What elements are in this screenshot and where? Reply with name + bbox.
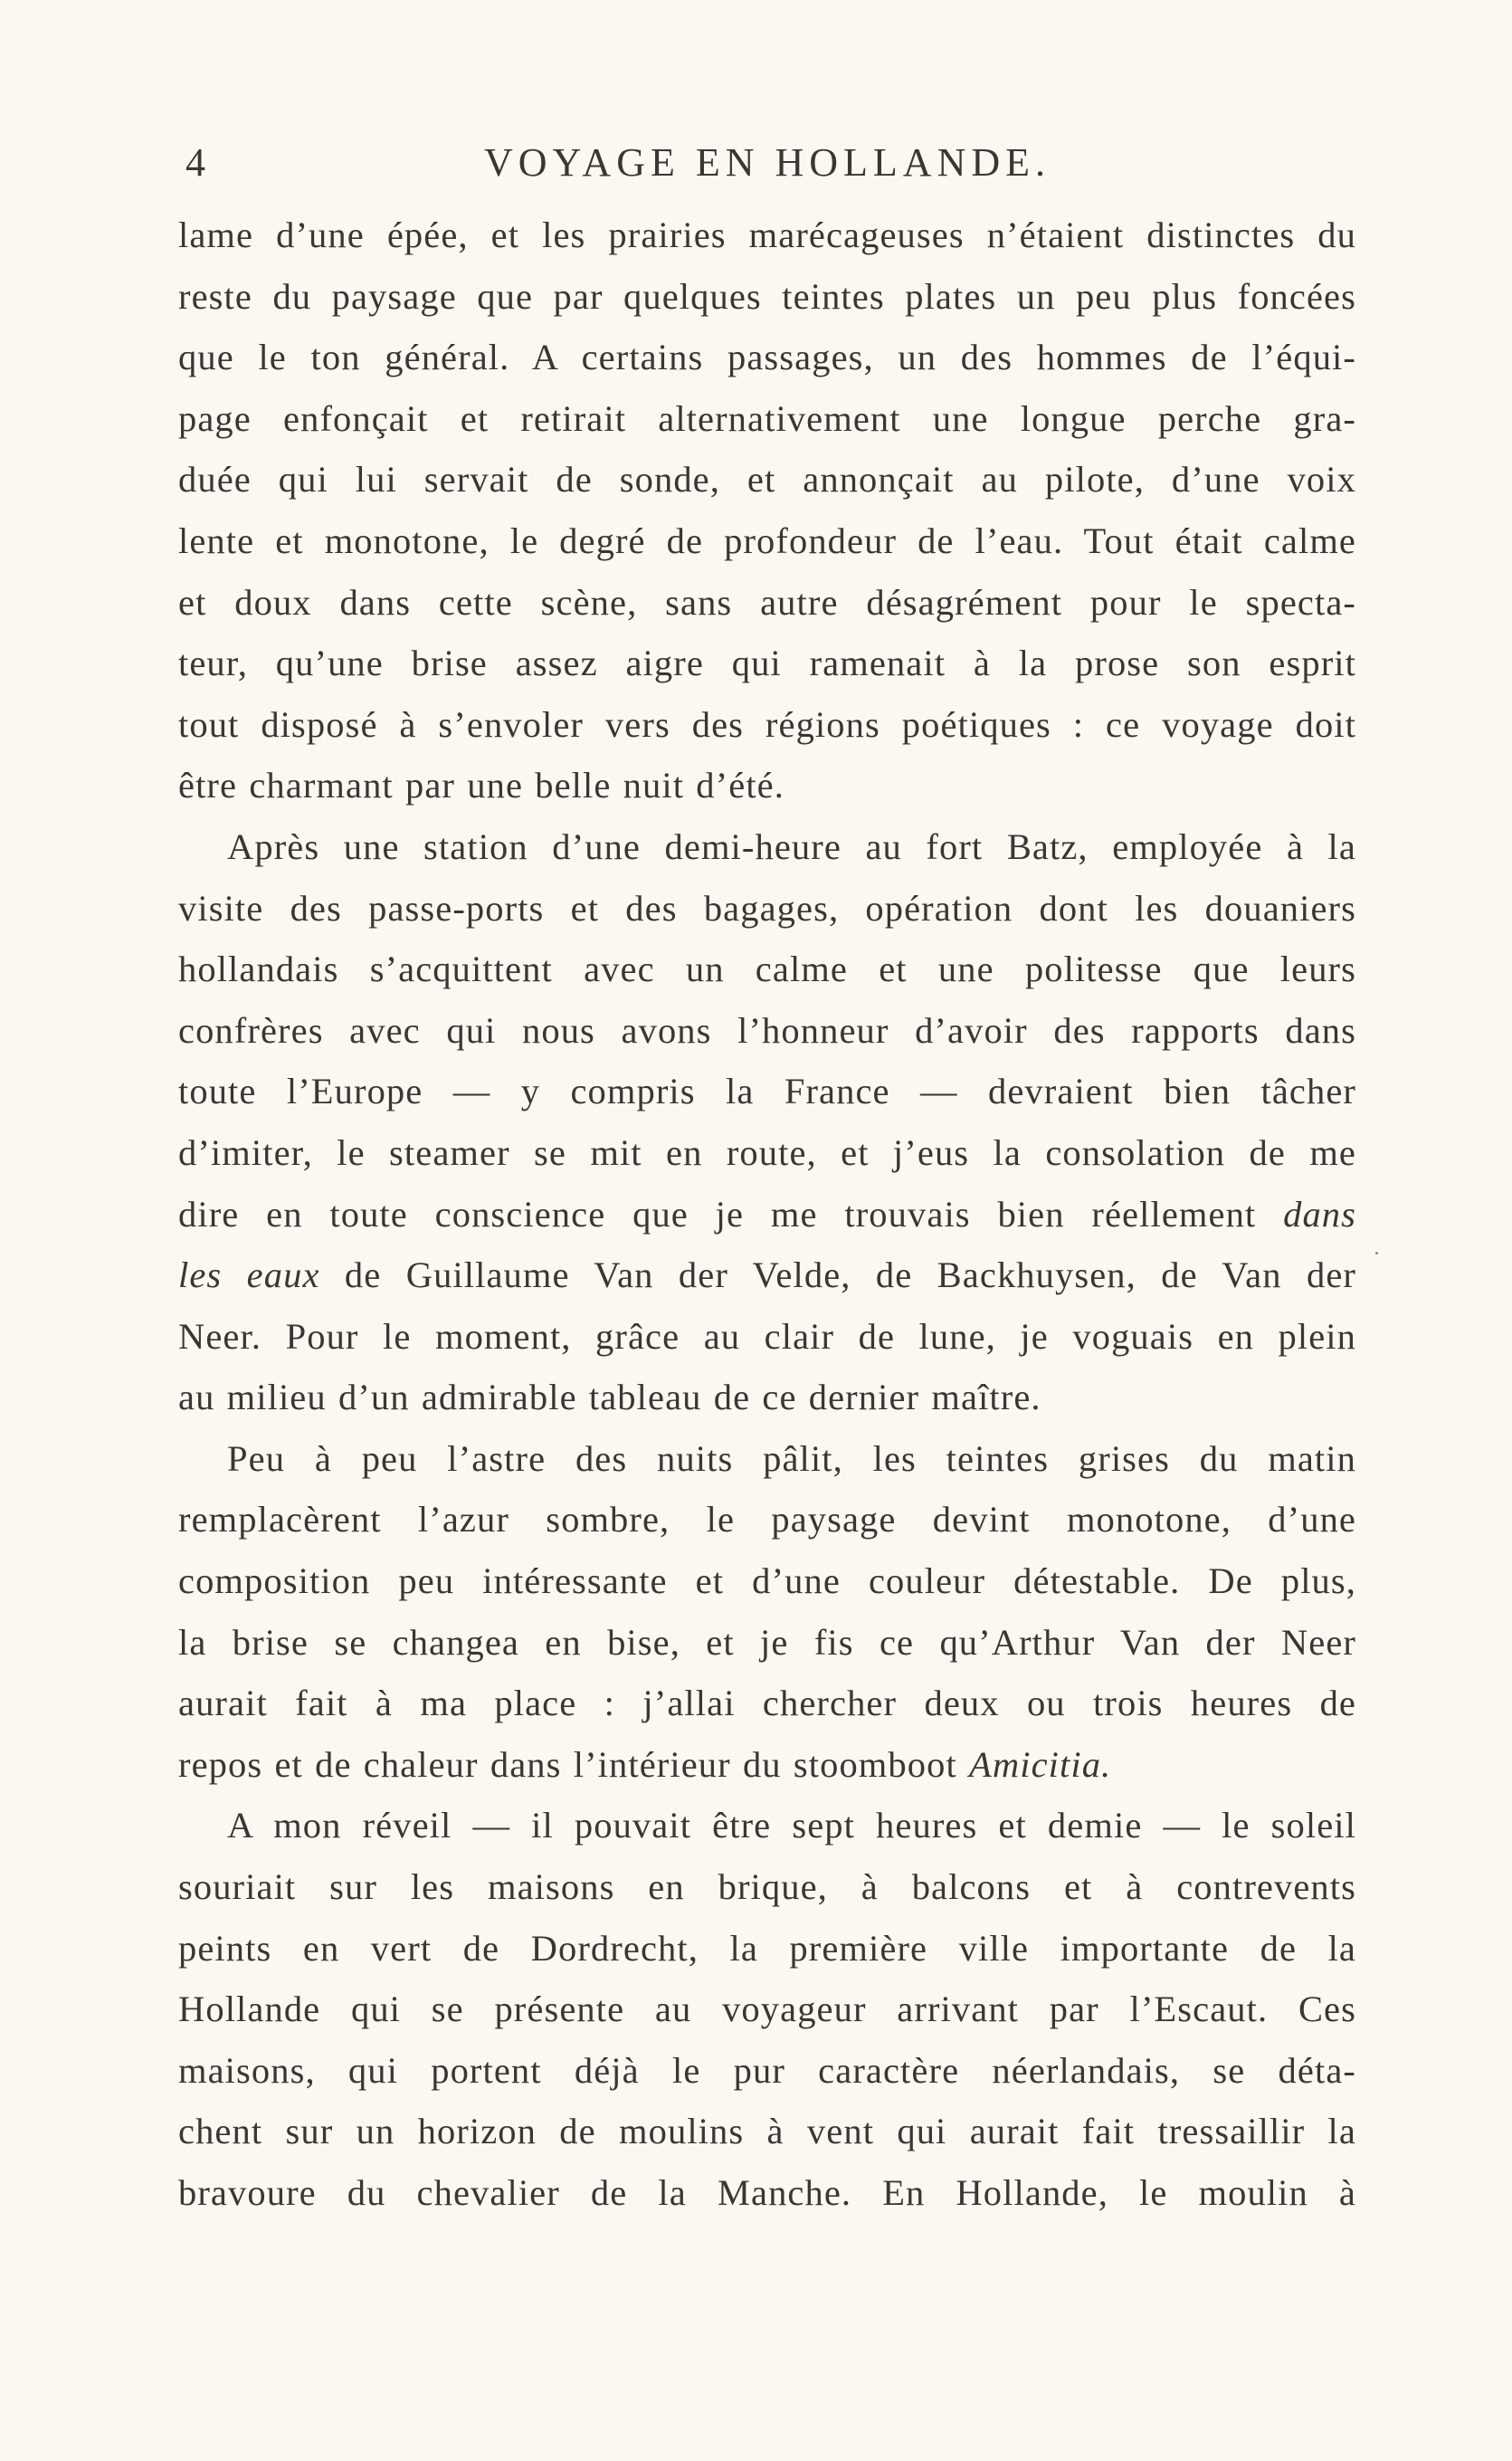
page-number: 4	[185, 140, 206, 185]
margin-speck	[1375, 1252, 1378, 1254]
body-text	[178, 205, 1356, 2224]
text-line: aurait fait à ma place : j’allai chercher deux ou trois heures de	[178, 1683, 1356, 1724]
text-line: peints en vert de Dordrecht, la première ville importante de la	[178, 1927, 1356, 1969]
text-line: Peu à peu l’astre des nuits pâlit, les teintes grises du matin	[227, 1437, 1356, 1479]
text-line: maisons, qui portent déjà le pur caractère néerlandais, se déta-	[178, 2049, 1356, 2091]
text-segment: repos et de chaleur dans l’intérieur du stoomboot	[178, 1743, 957, 1785]
text-line: Neer. Pour le moment, grâce au clair de lune, je voguais en plein	[178, 1315, 1356, 1357]
text-line: et doux dans cette scène, sans autre désagrément pour le specta-	[178, 581, 1356, 623]
italic-segment: les eaux	[178, 1254, 320, 1296]
text-line: toute l’Europe — y compris la France — devraient bien tâcher	[178, 1071, 1356, 1112]
text-line: composition peu intéressante et d’une couleur détestable. De plus,	[178, 1560, 1356, 1602]
text-line: A mon réveil — il pouvait être sept heures et demie — le soleil	[227, 1805, 1356, 1846]
text-line: la brise se changea en bise, et je fis ce qu’Arthur Van der Neer	[178, 1621, 1356, 1663]
running-title: VOYAGE EN HOLLANDE.	[483, 140, 1051, 185]
text-line: lame d’une épée, et les prairies marécageuses n’étaient distinctes du	[178, 215, 1356, 255]
text-line: souriait sur les maisons en brique, à balcons et à contrevents	[178, 1866, 1356, 1908]
text-line: d’imiter, le steamer se mit en route, et j’eus la consolation de me	[178, 1131, 1356, 1173]
italic-segment: dans	[1283, 1193, 1356, 1235]
text-line-with-italic	[178, 1245, 1356, 1306]
text-line: visite des passe-ports et des bagages, opération dont les douaniers	[178, 887, 1356, 929]
text-line: Hollande qui se présente au voyageur arrivant par l’Escaut. Ces	[178, 1989, 1356, 2030]
text-line: tout disposé à s’envoler vers des régions poétiques : ce voyage doit	[178, 703, 1356, 745]
italic-segment: Amicitia.	[969, 1743, 1112, 1785]
text-line-with-italic	[178, 1184, 1356, 1245]
text-segment: de Guillaume Van der Velde, de Backhuysen, de Van der	[344, 1254, 1356, 1296]
text-line: remplacèrent l’azur sombre, le paysage devint monotone, d’une	[178, 1499, 1356, 1541]
text-line: Après une station d’une demi-heure au fort Batz, employée à la	[227, 825, 1356, 867]
text-line: hollandais s’acquittent avec un calme et une politesse que leurs	[178, 949, 1356, 990]
text-line: confrères avec qui nous avons l’honneur d’avoir des rapports dans	[178, 1009, 1356, 1051]
text-line: duée qui lui servait de sonde, et annonçait au pilote, d’une voix	[178, 459, 1356, 501]
text-line: lente et monotone, le degré de profondeur de l’eau. Tout était calme	[178, 520, 1356, 561]
text-line: que le ton général. A certains passages, un des hommes de l’équi-	[178, 337, 1356, 378]
text-segment: dire en toute conscience que je me trouvais bien réellement	[178, 1193, 1257, 1235]
page-header	[178, 136, 1356, 190]
text-line: au milieu d’un admirable tableau de ce dernier maître.	[178, 1377, 1041, 1418]
text-line: chent sur un horizon de moulins à vent qui aurait fait tressaillir la	[178, 2111, 1356, 2152]
text-line: bravoure du chevalier de la Manche. En Hollande, le moulin à	[178, 2172, 1356, 2213]
text-line: page enfonçait et retirait alternativement une longue perche gra-	[178, 397, 1356, 439]
text-line: teur, qu’une brise assez aigre qui ramenait à la prose son esprit	[178, 643, 1356, 684]
text-line: être charmant par une belle nuit d’été.	[178, 765, 785, 806]
text-line-with-italic	[178, 1734, 1356, 1796]
text-line: reste du paysage que par quelques teintes plates un peu plus foncées	[178, 275, 1356, 317]
